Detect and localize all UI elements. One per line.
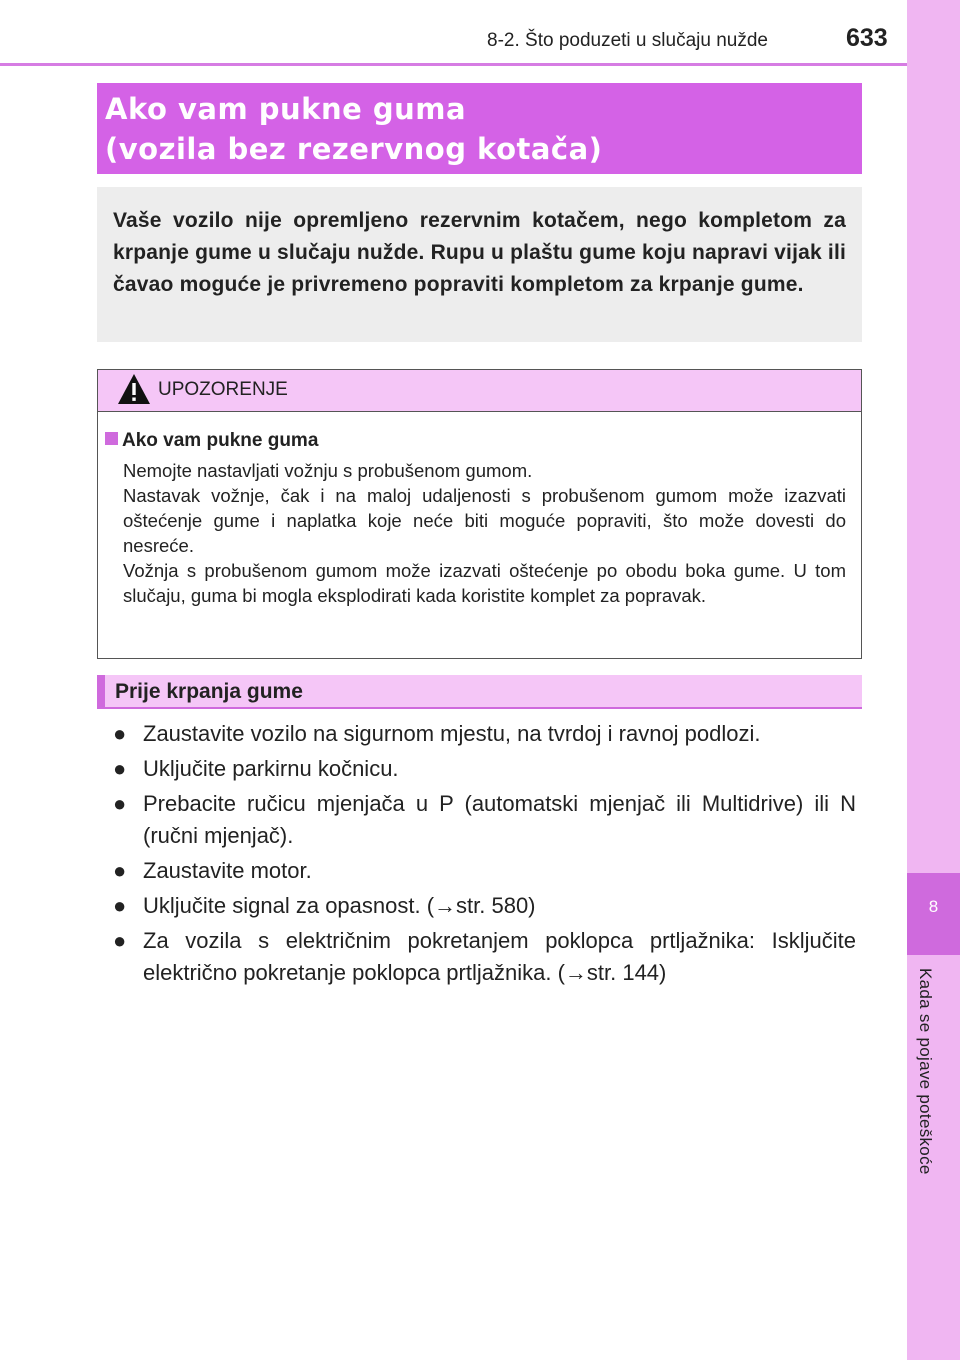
- bullet-dot-icon: ●: [113, 721, 127, 746]
- bullet-list: [113, 718, 856, 992]
- page-title-banner: [97, 83, 862, 174]
- warning-body: [123, 458, 846, 608]
- list-item: [113, 925, 856, 989]
- warning-label: UPOZORENJE: [158, 379, 288, 400]
- intro-box: [97, 187, 862, 342]
- warning-paragraph: Vožnja s probušenom gumom može izazvati oštećenje po obodu boka gume. U tom slučaju, guma bi mogla eksplodirati kada koristite komplet za popravak.: [123, 560, 846, 606]
- chapter-number: 8: [928, 897, 939, 916]
- warning-header: [98, 370, 861, 412]
- page-title-line2: (vozila bez rezervnog kotača): [105, 132, 603, 166]
- list-item-text: Uključite signal za opasnost. (→str. 580): [143, 893, 536, 918]
- warning-triangle-icon: [117, 373, 151, 405]
- list-item-text: Uključite parkirnu kočnicu.: [143, 756, 399, 781]
- page-title-line1: Ako vam pukne guma: [105, 92, 467, 126]
- list-item-text: Zaustavite vozilo na sigurnom mjestu, na tvrdoj i ravnoj podlozi.: [143, 721, 761, 746]
- page-number: 633: [846, 24, 888, 52]
- bullet-dot-icon: ●: [113, 893, 127, 918]
- bullet-dot-icon: ●: [113, 858, 127, 883]
- header-divider: [0, 63, 907, 66]
- bullet-dot-icon: ●: [113, 791, 127, 816]
- warning-paragraph: Nemojte nastavljati vožnju s probušenom gumom.: [123, 460, 533, 481]
- list-item-text: Za vozila s električnim pokretanjem poklopca prtljažnika: Isključite električno pokretanje poklopca prtljažnika. (→str. 144): [143, 928, 856, 985]
- page-title: [105, 89, 602, 169]
- intro-text: Vaše vozilo nije opremljeno rezervnim kotačem, nego kompletom za krpanje gume u slučaju nužde. Rupu u plaštu gume koju napravi vijak ili čavao moguće je privremeno popraviti kompletom za krpanje gume.: [113, 209, 847, 296]
- chapter-title: Kada se pojave poteškoće: [916, 968, 935, 1175]
- list-item: [113, 788, 856, 852]
- warning-heading: [105, 430, 318, 452]
- list-item: [113, 753, 856, 785]
- section-breadcrumb: 8-2. Što poduzeti u slučaju nužde: [487, 30, 768, 51]
- bullet-dot-icon: ●: [113, 928, 127, 953]
- warning-paragraph: Nastavak vožnje, čak i na maloj udaljenosti s probušenom gumom može izazvati oštećenje gume i naplatka koje neće biti moguće popraviti, što može dovesti do nesreće.: [123, 485, 846, 556]
- list-item-text: Zaustavite motor.: [143, 858, 312, 883]
- bullet-dot-icon: ●: [113, 756, 127, 781]
- section-title: Prije krpanja gume: [115, 680, 303, 703]
- section-header: [97, 675, 862, 709]
- list-item: [113, 890, 856, 922]
- warning-heading-text: Ako vam pukne guma: [122, 430, 319, 451]
- list-item: [113, 718, 856, 750]
- warning-box: [97, 369, 862, 659]
- square-bullet-icon: [105, 432, 118, 445]
- list-item: [113, 855, 856, 887]
- list-item-text: Prebacite ručicu mjenjača u P (automatski mjenjač ili Multidrive) ili N (ručni mjenjač).: [143, 791, 856, 848]
